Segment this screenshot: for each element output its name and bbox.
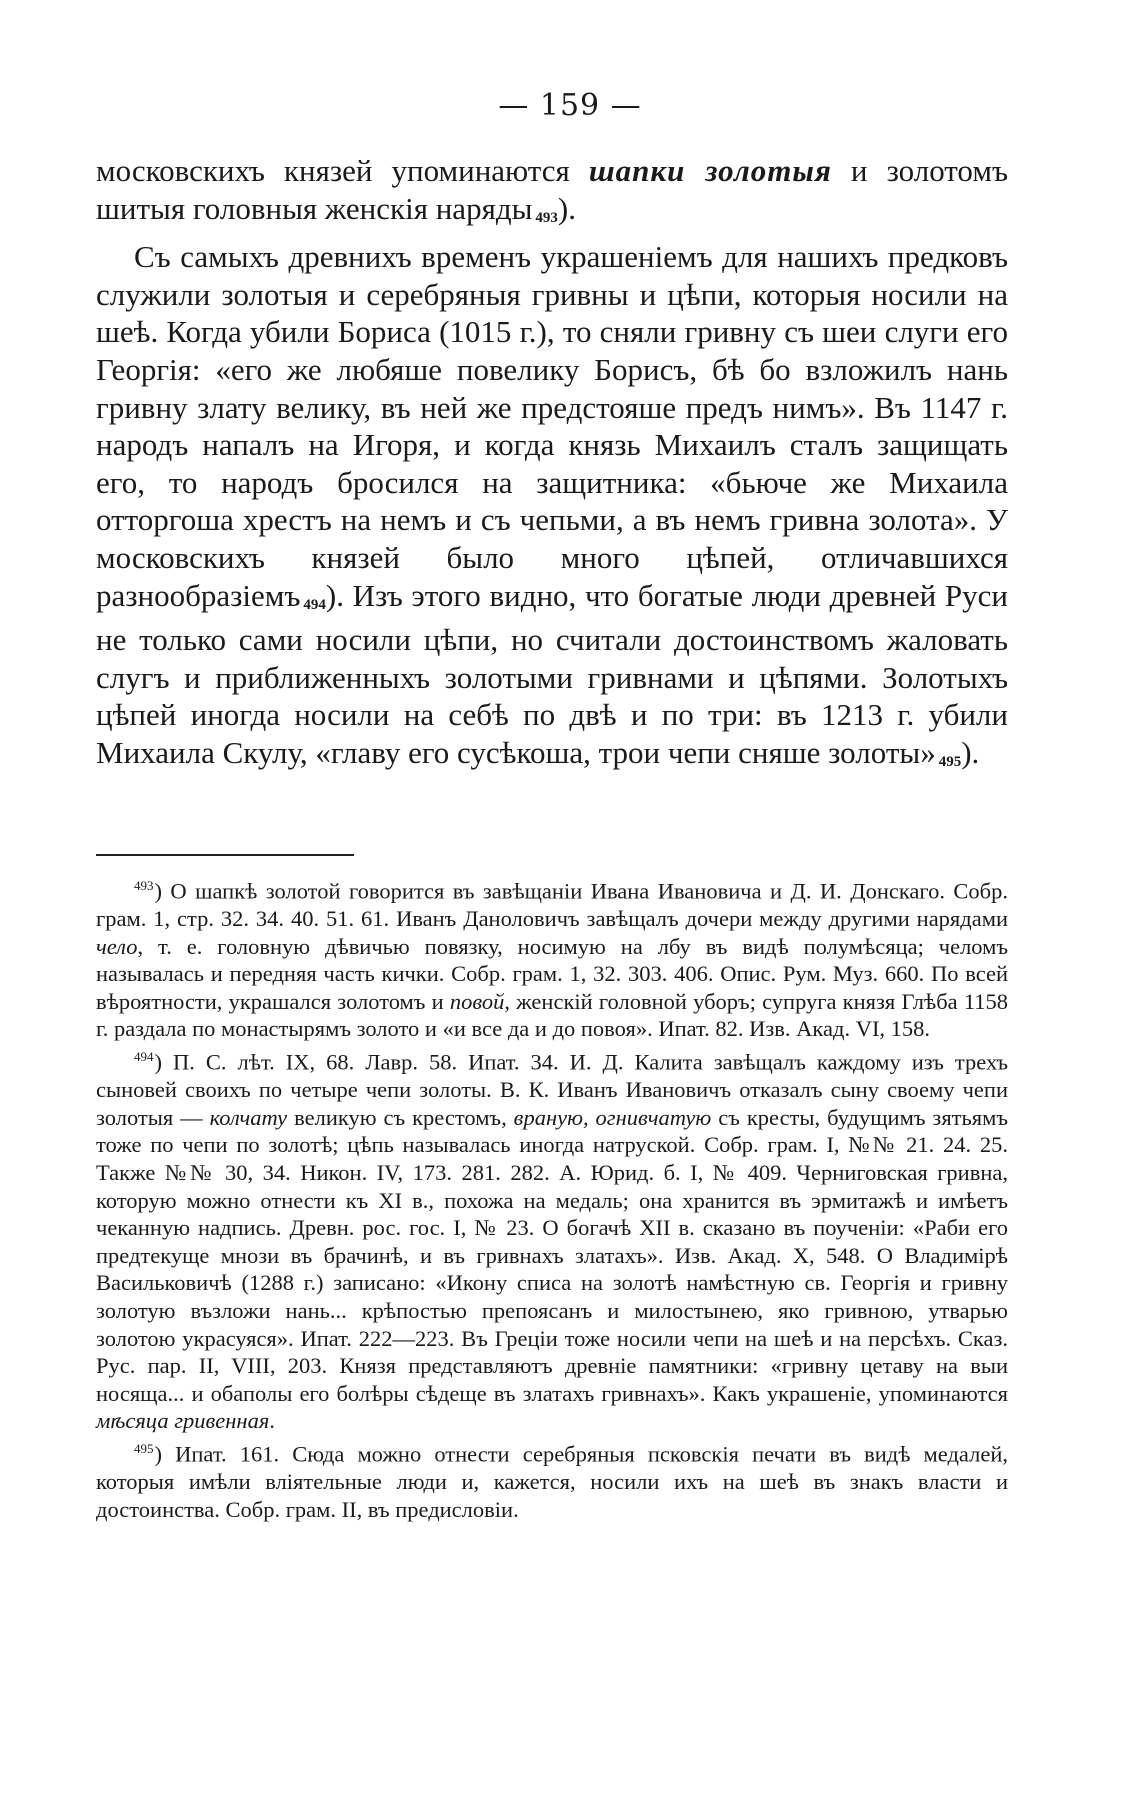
text-run: . <box>269 1408 275 1434</box>
footnote-ref[interactable]: 494 <box>303 596 326 613</box>
text-run: Съ самыхъ древнихъ временъ украшеніемъ для нашихъ предковъ служили золотыя и серебряныя гривны и цѣпи, которыя носили на шеѣ. Когда убили Бориса (1015 г.), то сняли гривну съ шеи слуги его Георгія: «его же любяше повелику Борисъ, бѣ бо взложилъ нань гривну злату велику, въ ней же предстояше предъ нимъ». Въ 1147 г. народъ напалъ на Игоря, и когда князь Михаилъ сталъ защищать его, то народъ бросился на защитника: «бьюче же Михаила отторгоша хрестъ на немъ и съ чепьми, а въ немъ гривна золота». У московскихъ князей было много цѣпей, отличавшихся разнообразіемъ <box>96 239 1008 613</box>
text-run: съ кресты, будущимъ зятьямъ тоже по чепи по золотѣ; цѣпь называлась иногда натруской. Собр. грам. I, №№ 21. 24. 25. Также №№ 30, 34. Никон. IV, 173. 281. 282. А. Юрид. б. I, № 409. Черниговская гривна, которую можно отнести къ XI в., похожа на медаль; она хранится въ эрмитажѣ и имѣетъ чеканную надпись. Древн. рос. гос. I, № 23. О богачѣ XII в. сказано въ поученіи: «Раби его предтекуще мнози въ брачинѣ, и въ гривнахъ златахъ». Изв. Акад. X, 548. О Владимірѣ Васильковичѣ (1288 г.) записано: «Икону списа на золотѣ намѣстную св. Георгія и гривну золотую възложи нань... крѣпостью препоясанъ и милостынею, яко гривною, утварью золотою украсуяся». Ипат. 222—223. Въ Греціи тоже носили чепи на шеѣ и на персѣхъ. Сказ. Рус. пар. II, VIII, 203. Князя представляютъ древніе памятники: «гривну цетаву на выи носяща... и обаполы его болѣры сѣдеще въ златахъ гривнахъ». Какъ украшеніе, упоминаются <box>96 1104 1008 1406</box>
footnote-number: 494 <box>134 1049 154 1065</box>
main-text <box>96 152 1008 779</box>
footnote <box>96 1435 1008 1523</box>
footnote-divider <box>96 854 354 856</box>
footnotes <box>96 872 1008 1523</box>
footnote-number: 495 <box>134 1440 154 1456</box>
text-run: ). Изъ этого видно, что богатые люди древней Руси не только сами носили цѣпи, но считали достоинствомъ жаловать слугъ и приближенныхъ золотыми гривнами и цѣпями. Золотыхъ цѣпей иногда носили на себѣ по двѣ и по три: въ 1213 г. убили Михаила Скулу, «главу его сусѣкоша, трои чепи сняше золоты» <box>96 577 1008 770</box>
text-run: великую съ крестомъ, <box>287 1104 514 1130</box>
italic-term: повой <box>449 988 505 1014</box>
page-number: — 159 — <box>498 88 642 123</box>
italic-term: мѣсяца гривенная <box>96 1408 270 1434</box>
footnote <box>96 872 1008 1043</box>
paragraph-continuation <box>96 152 1008 234</box>
footnote-number: 493 <box>134 878 154 893</box>
text-run: московскихъ князей упоминаются <box>96 153 589 188</box>
text-run: ) О шапкѣ золотой говорится въ завѣщаніи Ивана Ивановича и Д. И. Донскаго. Собр. грам. 1, стр. 32. 34. 40. 51. 61. Иванъ Даноловичъ завѣщалъ дочери между другими нарядами <box>96 878 1008 932</box>
italic-term: колчату <box>209 1104 288 1130</box>
text-run: ). <box>961 734 980 770</box>
text-run: , т. е. головную дѣвичью повязку, носимую на лбу въ видѣ полумѣсяца; челомъ называлась и передняя часть кички. Собр. грам. 1, 32. 303. 406. Опис. Рум. Муз. 660. По всей вѣроятности, украшался золотомъ и <box>96 933 1008 1014</box>
paragraph <box>96 238 1008 778</box>
text-run: ) Ипат. 161. Сюда можно отнести серебряныя псковскія печати въ видѣ медалей, которыя имѣли вліятельные люди и, кажется, носили ихъ на шеѣ въ знакъ власти и достоинства. Собр. грам. II, въ предисловіи. <box>96 1441 1008 1522</box>
footnote <box>96 1043 1008 1435</box>
text-run: и золотомъ шитыя головныя женскія наряды <box>96 153 1008 226</box>
text-run: ). <box>557 190 576 226</box>
emphasis-text: шапки золотыя <box>588 153 832 188</box>
italic-term: враную, огнивчатую <box>513 1104 712 1130</box>
text-run: ) П. С. лѣт. IX, 68. Лавр. 58. Ипат. 34. И. Д. Калита завѣщалъ каждому изъ трехъ сыновей своихъ по четыре чепи золоты. В. К. Иванъ Ивановичъ отказалъ сыну своему чепи золотыя — <box>96 1049 1008 1130</box>
italic-term: чело <box>96 933 138 959</box>
footnote-ref[interactable]: 493 <box>535 209 558 226</box>
text-run: , женскій головной уборъ; супруга князя Глѣба 1158 г. раздала по монастырямъ золото и «и все да и до повоя». Ипат. 82. Изв. Акад. VI, 158. <box>96 988 1008 1042</box>
footnote-ref[interactable]: 495 <box>938 753 962 770</box>
